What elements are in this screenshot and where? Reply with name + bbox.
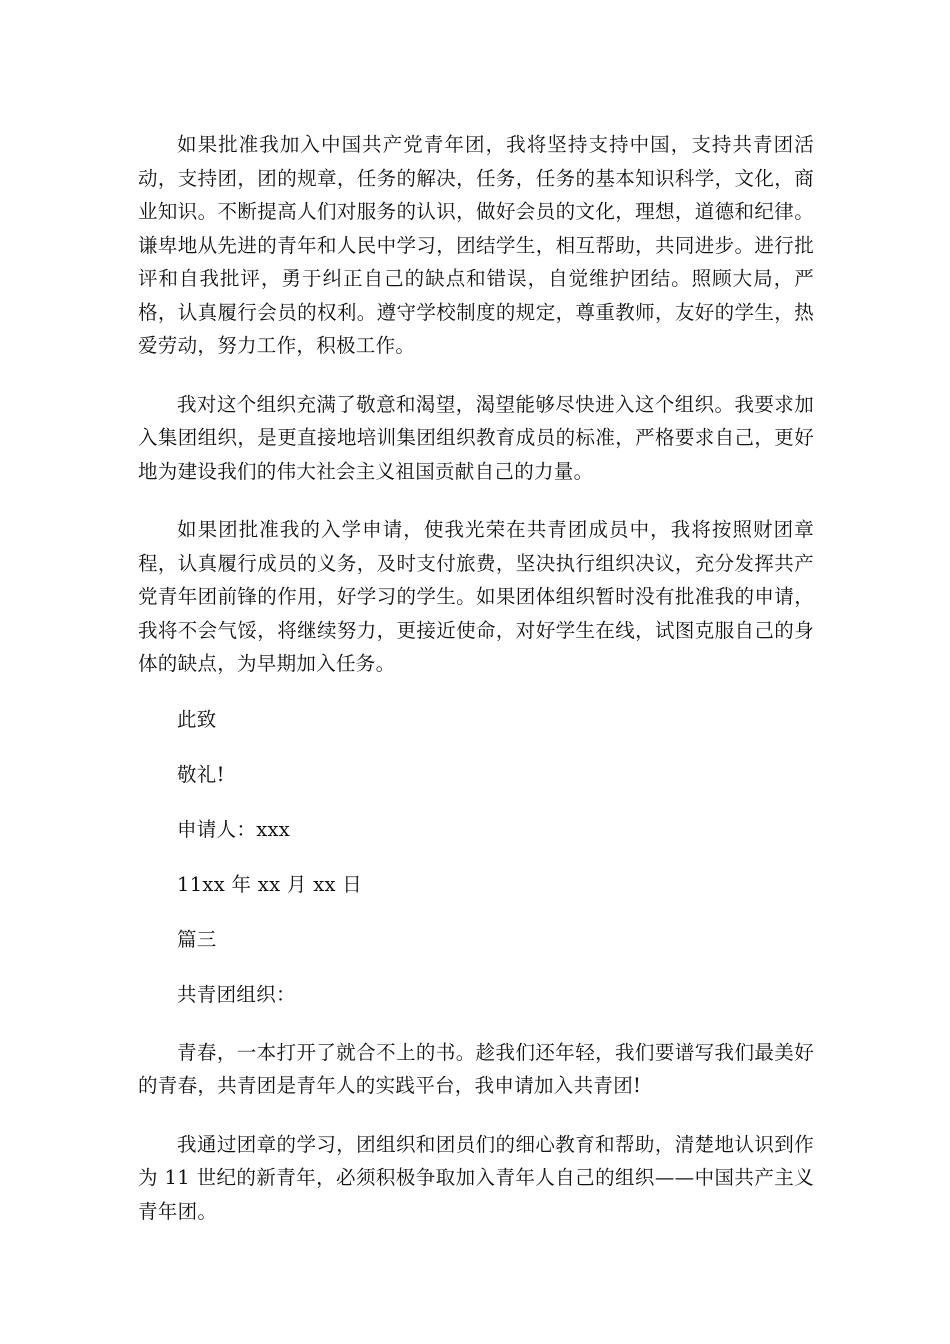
body-paragraph: 我对这个组织充满了敬意和渴望，渴望能够尽快进入这个组织。我要求加入集团组织，是更直接地培训集团组织教育成员的标准，严格要求自己，更好地为建设我们的伟大社会主义祖国贡献自己的力量。 xyxy=(138,392,814,483)
section-title: 篇三 xyxy=(177,927,217,951)
body-paragraph: 如果批准我加入中国共产党青年团，我将坚持支持中国，支持共青团活动，支持团，团的规章，任务的解决，任务，任务的基本知识科学，文化，商业知识。不断提高人们对服务的认识，做好会员的文化，理想，道德和纪律。谦卑地从先进的青年和人民中学习，团结学生，相互帮助，共同进步。进行批评和自我批评，勇于纠正自己的缺点和错误，自觉维护团结。照顾大局，严格，认真履行会员的权利。遵守学校制度的规定，尊重教师，友好的学生，热爱劳动，努力工作，积极工作。 xyxy=(138,133,814,357)
addressee-line: 共青团组织： xyxy=(177,982,296,1006)
closing-regards: 敬礼! xyxy=(177,762,225,786)
body-paragraph: 我通过团章的学习，团组织和团员们的细心教育和帮助，清楚地认识到作为 11 世纪的新青年，必须积极争取加入青年人自己的组织——中国共产主义青年团。 xyxy=(138,1132,814,1223)
body-paragraph: 如果团批准我的入学申请，使我光荣在共青团成员中，我将按照财团章程，认真履行成员的义务，及时支付旅费，坚决执行组织决议，充分发挥共产党青年团前锋的作用，好学习的学生。如果团体组织暂时没有批准我的申请，我将不会气馁，将继续努力，更接近使命，对好学生在线，试图克服自己的身体的缺点，为早期加入任务。 xyxy=(138,518,814,675)
applicant-line: 申请人：xxx xyxy=(177,817,291,841)
document-body xyxy=(138,128,814,1253)
body-paragraph: 青春，一本打开了就合不上的书。趁我们还年轻，我们要谱写我们最美好的青春，共青团是青年人的实践平台，我申请加入共青团! xyxy=(138,1040,814,1097)
date-line: 11xx 年 xx 月 xx 日 xyxy=(177,872,363,896)
closing-salutation: 此致 xyxy=(177,707,217,731)
